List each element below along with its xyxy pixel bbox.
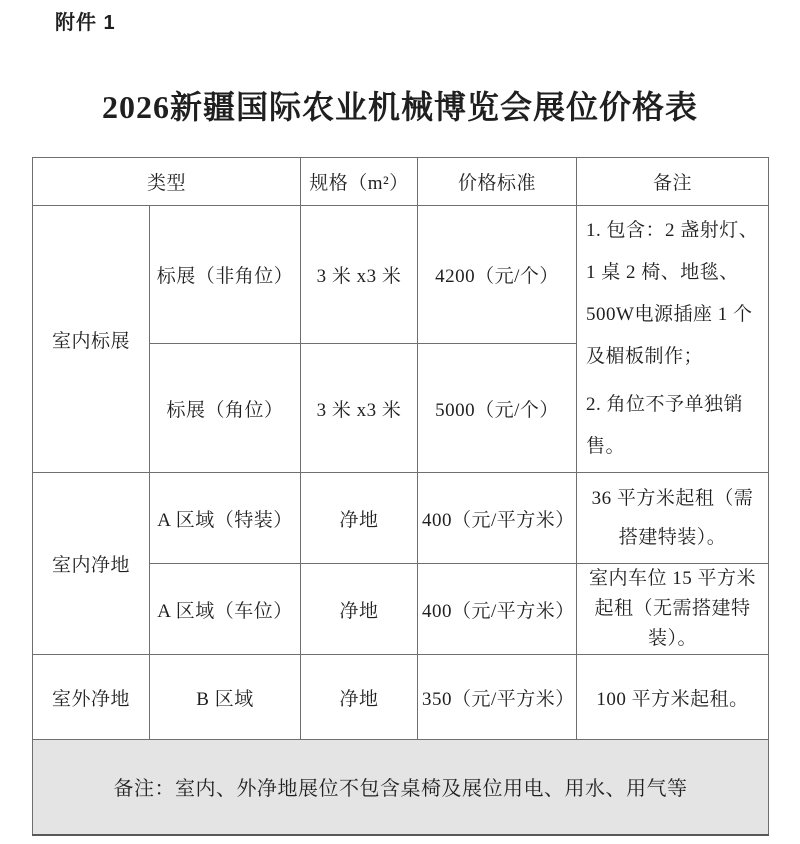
table-row bbox=[33, 655, 769, 740]
attachment-label: 附件 1 bbox=[55, 12, 116, 34]
price-table bbox=[32, 157, 769, 836]
remark-paragraph-1: 1. 包含：2 盏射灯、1 桌 2 椅、地毯、500W电源插座 1 个及楣板制作； bbox=[586, 220, 759, 367]
cell-price: 400（元/平方米） bbox=[418, 564, 577, 655]
remark-paragraph-2: 2. 角位不予单独销售。 bbox=[586, 394, 744, 457]
table-footer-row bbox=[33, 740, 769, 835]
cell-spec: 净地 bbox=[301, 655, 418, 740]
cell-price: 400（元/平方米） bbox=[418, 473, 577, 564]
cell-price: 5000（元/个） bbox=[418, 344, 577, 473]
cell-remark: 36 平方米起租（需搭建特装）。 bbox=[577, 473, 769, 564]
cell-spec: 3 米 x3 米 bbox=[301, 344, 418, 473]
cell-name: A 区域（特装） bbox=[150, 473, 301, 564]
cell-price: 4200（元/个） bbox=[418, 206, 577, 344]
cell-category-outdoor-rawspace: 室外净地 bbox=[33, 655, 150, 740]
cell-name: A 区域（车位） bbox=[150, 564, 301, 655]
page-title: 2026新疆国际农业机械博览会展位价格表 bbox=[101, 89, 698, 125]
header-remark: 备注 bbox=[577, 158, 769, 206]
cell-price: 350（元/平方米） bbox=[418, 655, 577, 740]
cell-remark-merged bbox=[577, 206, 769, 473]
cell-spec: 3 米 x3 米 bbox=[301, 206, 418, 344]
cell-remark: 100 平方米起租。 bbox=[577, 655, 769, 740]
cell-name: 标展（角位） bbox=[150, 344, 301, 473]
cell-spec: 净地 bbox=[301, 473, 418, 564]
table-header-row bbox=[33, 158, 769, 206]
cell-name: 标展（非角位） bbox=[150, 206, 301, 344]
header-price: 价格标准 bbox=[418, 158, 577, 206]
cell-category-indoor-standard: 室内标展 bbox=[33, 206, 150, 473]
header-spec: 规格（m²） bbox=[301, 158, 418, 206]
cell-remark: 室内车位 15 平方米起租（无需搭建特装）。 bbox=[577, 564, 769, 655]
table-row bbox=[33, 206, 769, 344]
cell-name: B 区域 bbox=[150, 655, 301, 740]
header-type: 类型 bbox=[33, 158, 301, 206]
cell-category-indoor-rawspace: 室内净地 bbox=[33, 473, 150, 655]
footer-note: 备注：室内、外净地展位不包含桌椅及展位用电、用水、用气等 bbox=[33, 740, 769, 835]
table-row bbox=[33, 473, 769, 564]
cell-spec: 净地 bbox=[301, 564, 418, 655]
